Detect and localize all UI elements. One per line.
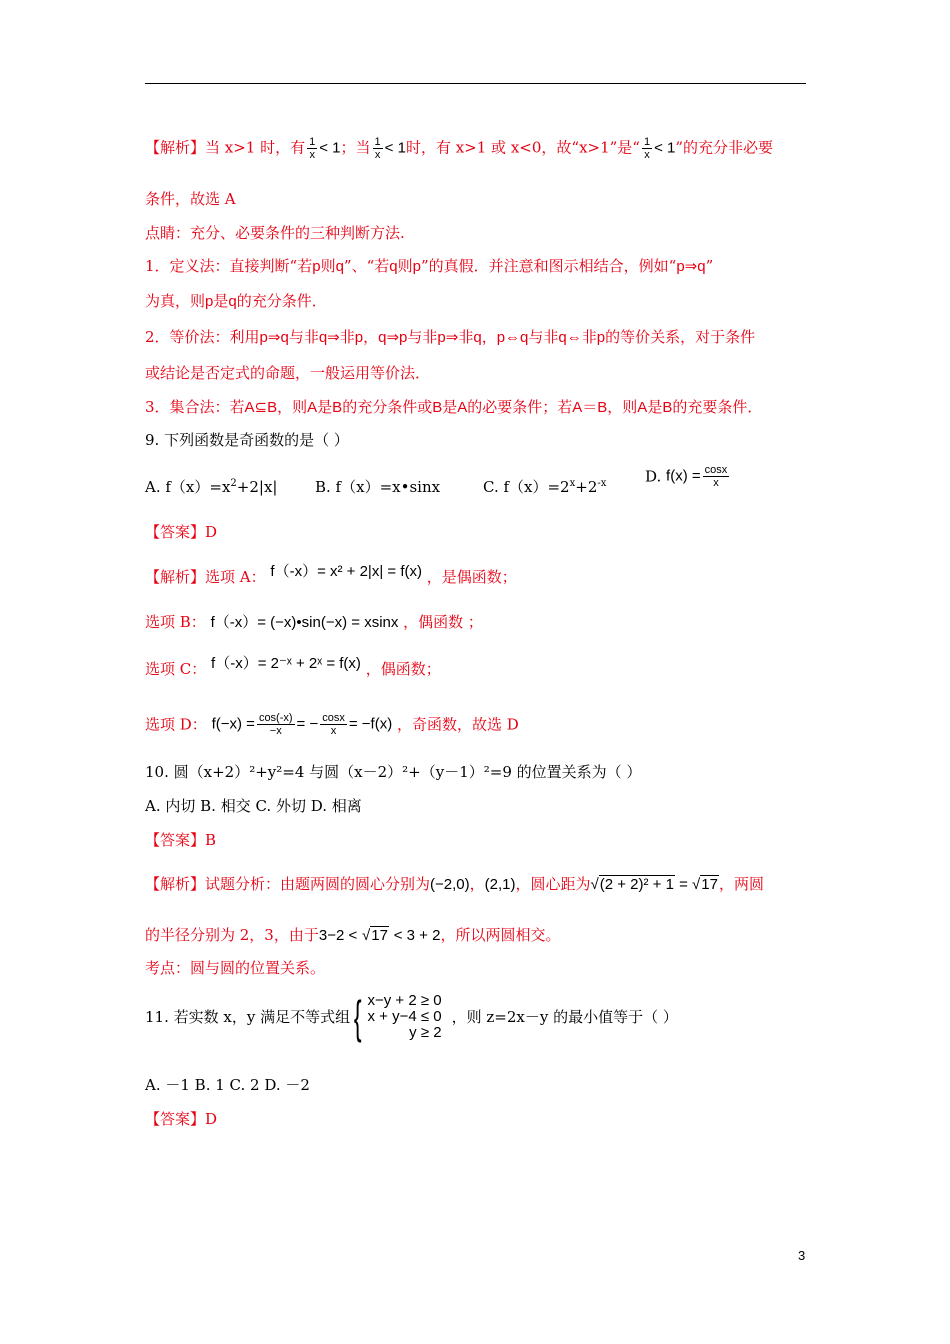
left-brace: { bbox=[353, 991, 362, 1043]
analysis-9-d: 选项 D： f(−x) = $\frac{\cos(-x)}{-x}$ = − $\frac{\cos x}{x}$ = −f(x) ，奇函数，故选 D bbox=[145, 712, 519, 737]
question-9-answer: 【答案】D bbox=[145, 523, 218, 541]
analysis-9-c: 选项 C： f（-x）= 2⁻ˣ + 2ˣ = f(x) ，偶函数； bbox=[145, 655, 441, 678]
fraction-1-over-x: $\frac{1}{x}$ bbox=[309, 136, 316, 161]
tips-method-3: 3．集合法：若A⊆B，则A是B的充分条件或B是A的必要条件；若A＝B，则A是B的充要条件． bbox=[145, 398, 763, 416]
analysis-10-line1: 【解析】试题分析：由题两圆的圆心分别为(−2,0)，(2,1)，圆心距为√(2 + 2)² + 1 = √17，两圆 bbox=[145, 875, 764, 893]
fraction-1-over-x: $\frac{1}{x}$ bbox=[374, 136, 381, 161]
tips-method-2: 2．等价法：利用p⇒q与非q⇒非p，q⇒p与非p⇒非q，p⇔q与非q⇔非p的等价关系，对于条件 bbox=[145, 328, 756, 346]
option-d: D. f(x) = $\frac{\cos x}{x}$ bbox=[645, 464, 728, 489]
header-rule bbox=[145, 83, 806, 84]
question-11-answer: 【答案】D bbox=[145, 1110, 218, 1128]
analysis-8-line2: 条件，故选 A bbox=[145, 190, 236, 208]
kaodian: 考点：圆与圆的位置关系。 bbox=[145, 959, 326, 977]
option-a: A. $f(x)=x^2+2|x|$ bbox=[145, 478, 278, 496]
question-10-options: A. 内切 B. 相交 C. 外切 D. 相离 bbox=[145, 797, 362, 815]
page-number: 3 bbox=[798, 1248, 806, 1263]
question-10-answer: 【答案】B bbox=[145, 831, 217, 849]
option-c: C. $f(x)=2^x+2^{-x}$ bbox=[483, 478, 607, 496]
question-10-stem: 10. 圆（x+2）²+y²=4 与圆（x－2）²+（y－1）²=9 的位置关系为（ ） bbox=[145, 763, 642, 781]
question-11-stem: 11. 若实数 x，y 满足不等式组{ x−y + 2 ≥ 0 x + y−4 ≤ 0 y ≥ 2 ，则 z=2x－y 的最小值等于（ ） bbox=[145, 991, 678, 1043]
analysis-8-line1: 【解析】当 x>1 时，有 $\frac{1}{x}$ < 1；当 $\frac{1}{x}$ < 1时，有 x>1 或 x<0，故“x>1”是“ $\frac{1}{x}$ < 1”的充分非必要 bbox=[145, 136, 774, 161]
analysis-10-line2: 的半径分别为 2，3，由于3−2 < √17 < 3 + 2，所以两圆相交。 bbox=[145, 926, 561, 944]
tips-method-1: 1．定义法：直接判断“若p则q”、“若q则p”的真假．并注意和图示相结合，例如“p⇒q” bbox=[145, 257, 714, 275]
tips-method-2-line2: 或结论是否定式的命题，一般运用等价法． bbox=[145, 364, 431, 382]
question-11-options: A. －1 B. 1 C. 2 D. －2 bbox=[145, 1076, 310, 1094]
analysis-tag: 【解析】 bbox=[145, 138, 206, 157]
analysis-9-a: 【解析】选项 A： f（-x）= x² + 2|x| = f(x) ，是偶函数； bbox=[145, 563, 517, 586]
inequality-system: x−y + 2 ≥ 0 x + y−4 ≤ 0 y ≥ 2 bbox=[367, 992, 442, 1041]
question-9-options bbox=[145, 464, 765, 496]
question-9-stem: 9. 下列函数是奇函数的是（ ） bbox=[145, 431, 349, 449]
tips-title: 点睛：充分、必要条件的三种判断方法. bbox=[145, 224, 405, 242]
option-b: B. f（x）=x•sinx bbox=[315, 478, 441, 496]
fraction-1-over-x: $\frac{1}{x}$ bbox=[643, 136, 651, 161]
analysis-9-b: 选项 B： f（-x）= (−x)•sin(−x) = xsinx ，偶函数 ； bbox=[145, 613, 483, 631]
tips-method-1-line2: 为真，则p是q的充分条件． bbox=[145, 292, 327, 310]
sqrt-distance: √(2 + 2)² + 1 = √17 bbox=[590, 876, 718, 893]
